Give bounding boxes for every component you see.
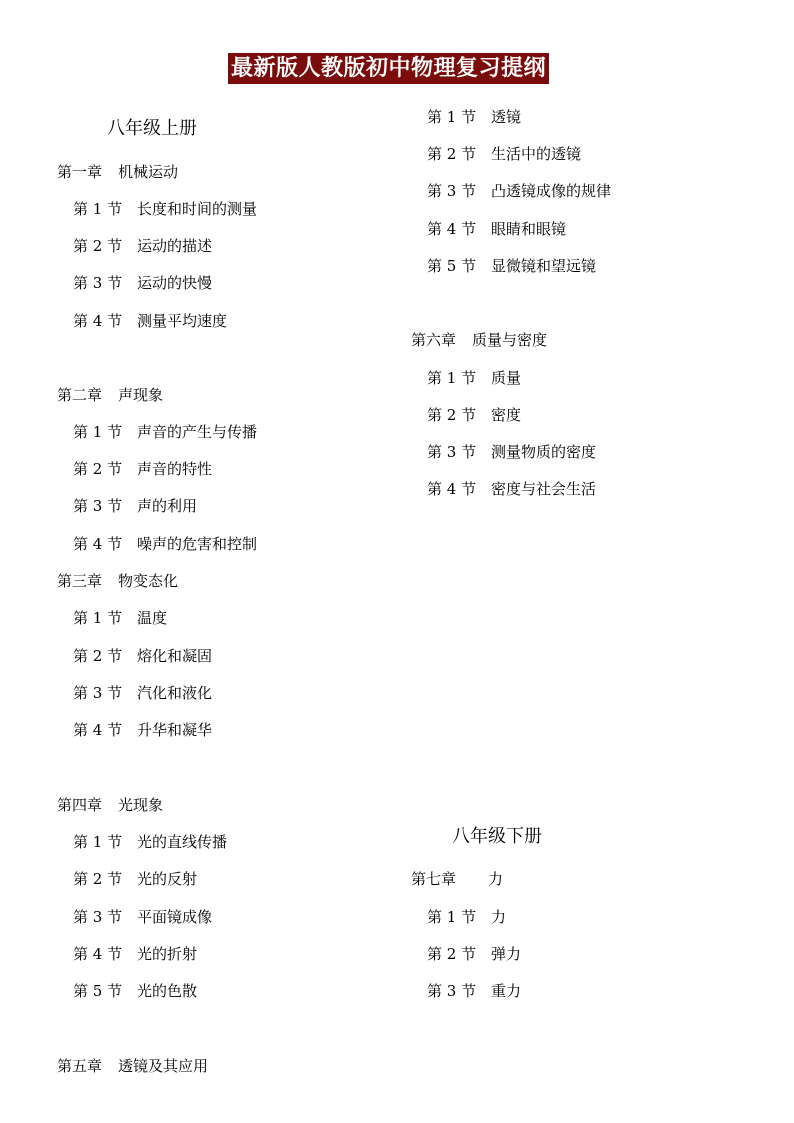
section-number: 第 1 节: [427, 108, 477, 126]
section-item: [73, 719, 212, 740]
section-title: 熔化和凝固: [137, 647, 213, 665]
section-title: 声的利用: [137, 497, 198, 515]
section-title: 弹力: [491, 945, 522, 963]
section-number: 第 3 节: [427, 443, 477, 461]
chapter-number: 第五章: [57, 1057, 103, 1075]
section-number: 第 4 节: [73, 721, 123, 739]
chapter-number: 第七章: [411, 870, 457, 888]
section-item: [427, 143, 581, 164]
section-item: [427, 106, 521, 127]
section-title: 光的直线传播: [137, 833, 228, 851]
section-number: 第 2 节: [73, 237, 123, 255]
section-item: [427, 980, 521, 1001]
section-title: 运动的快慢: [137, 274, 213, 292]
section-item: [73, 607, 167, 628]
chapter-title: 声现象: [118, 386, 164, 404]
section-title: 噪声的危害和控制: [137, 535, 258, 553]
section-item: [427, 943, 521, 964]
chapter-heading: [57, 161, 178, 182]
section-title: 光的色散: [137, 982, 198, 1000]
chapter-number: 第三章: [57, 572, 103, 590]
section-item: [427, 906, 506, 927]
section-title: 眼睛和眼镜: [491, 220, 567, 238]
section-title: 力: [491, 908, 507, 926]
section-title: 质量: [491, 369, 522, 387]
section-number: 第 1 节: [73, 833, 123, 851]
grade-heading-lower: 八年级下册: [452, 826, 542, 847]
chapter-title: 质量与密度: [472, 331, 548, 349]
grade-heading-upper: 八年级上册: [107, 118, 197, 139]
chapter-heading: [57, 570, 178, 591]
section-item: [73, 980, 197, 1001]
section-title: 声音的产生与传播: [137, 423, 258, 441]
section-title: 声音的特性: [137, 460, 213, 478]
section-number: 第 2 节: [427, 406, 477, 424]
section-title: 测量物质的密度: [491, 443, 597, 461]
section-number: 第 3 节: [73, 908, 123, 926]
section-item: [427, 218, 566, 239]
section-title: 汽化和液化: [137, 684, 213, 702]
chapter-number: 第二章: [57, 386, 103, 404]
section-title: 重力: [491, 982, 522, 1000]
chapter-heading: [411, 868, 503, 889]
section-number: 第 1 节: [73, 423, 123, 441]
document-title: 最新版人教版初中物理复习提纲: [228, 53, 549, 84]
section-item: [73, 235, 212, 256]
section-number: 第 2 节: [73, 647, 123, 665]
section-number: 第 2 节: [73, 870, 123, 888]
section-item: [427, 478, 596, 499]
chapter-heading: [411, 329, 547, 350]
section-item: [427, 255, 596, 276]
section-title: 升华和凝华: [137, 721, 213, 739]
section-item: [73, 868, 197, 889]
section-item: [427, 404, 521, 425]
section-number: 第 3 节: [73, 497, 123, 515]
section-number: 第 4 节: [73, 535, 123, 553]
section-title: 透镜: [491, 108, 522, 126]
section-number: 第 3 节: [73, 684, 123, 702]
chapter-title: 力: [488, 870, 504, 888]
chapter-title: 光现象: [118, 796, 164, 814]
section-number: 第 1 节: [73, 200, 123, 218]
section-number: 第 3 节: [427, 182, 477, 200]
chapter-heading: [57, 384, 163, 405]
chapter-title: 机械运动: [118, 163, 179, 181]
section-item: [73, 421, 257, 442]
section-title: 长度和时间的测量: [137, 200, 258, 218]
section-item: [427, 441, 596, 462]
section-title: 光的折射: [137, 945, 198, 963]
section-number: 第 1 节: [73, 609, 123, 627]
chapter-number: 第一章: [57, 163, 103, 181]
section-title: 光的反射: [137, 870, 198, 888]
section-number: 第 2 节: [73, 460, 123, 478]
section-number: 第 3 节: [427, 982, 477, 1000]
section-title: 运动的描述: [137, 237, 213, 255]
section-number: 第 1 节: [427, 369, 477, 387]
section-item: [73, 943, 197, 964]
section-item: [73, 310, 227, 331]
chapter-number: 第四章: [57, 796, 103, 814]
section-number: 第 5 节: [73, 982, 123, 1000]
section-number: 第 1 节: [427, 908, 477, 926]
section-title: 凸透镜成像的规律: [491, 182, 612, 200]
section-number: 第 4 节: [427, 480, 477, 498]
section-title: 平面镜成像: [137, 908, 213, 926]
section-title: 密度: [491, 406, 522, 424]
section-item: [73, 198, 257, 219]
section-number: 第 4 节: [73, 945, 123, 963]
section-number: 第 2 节: [427, 945, 477, 963]
section-item: [73, 645, 212, 666]
section-number: 第 5 节: [427, 257, 477, 275]
section-item: [73, 831, 227, 852]
section-title: 温度: [137, 609, 168, 627]
section-title: 显微镜和望远镜: [491, 257, 597, 275]
section-number: 第 4 节: [73, 312, 123, 330]
section-number: 第 3 节: [73, 274, 123, 292]
section-title: 测量平均速度: [137, 312, 228, 330]
section-item: [73, 682, 212, 703]
section-title: 密度与社会生活: [491, 480, 597, 498]
section-title: 生活中的透镜: [491, 145, 582, 163]
chapter-heading: [57, 1055, 208, 1076]
chapter-heading: [57, 794, 163, 815]
chapter-title: 透镜及其应用: [118, 1057, 209, 1075]
section-item: [73, 495, 197, 516]
chapter-title: 物变态化: [118, 572, 179, 590]
section-number: 第 4 节: [427, 220, 477, 238]
section-item: [73, 533, 257, 554]
section-item: [73, 458, 212, 479]
section-item: [73, 272, 212, 293]
section-item: [427, 180, 611, 201]
section-item: [427, 367, 521, 388]
section-number: 第 2 节: [427, 145, 477, 163]
section-item: [73, 906, 212, 927]
chapter-number: 第六章: [411, 331, 457, 349]
